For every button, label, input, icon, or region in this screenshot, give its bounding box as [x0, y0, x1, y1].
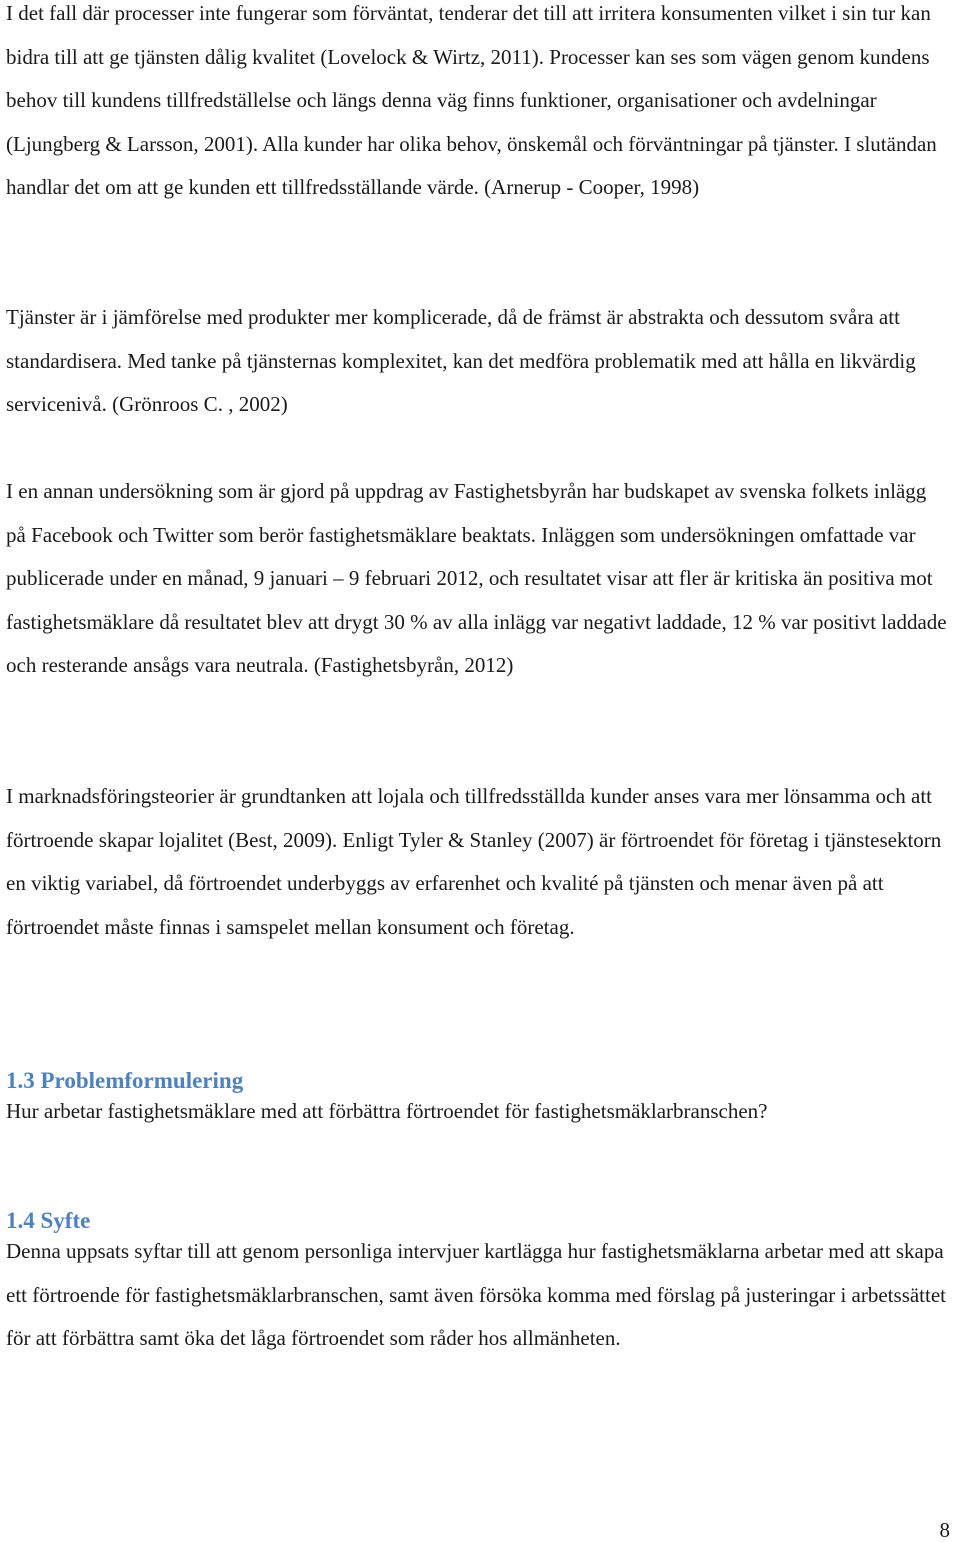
section-text-syfte: Denna uppsats syftar till att genom personliga intervjuer kartlägga hur fastighetsmäklarna arbetar med att skapa ett förtroende för fastighetsmäklarbranschen, samt även försöka komma med förslag på justeringar i arbetssättet för att förbättra samt öka det låga förtroendet som råder hos allmänheten.: [6, 1239, 947, 1350]
section-text-problemformulering: Hur arbetar fastighetsmäklare med att förbättra förtroendet för fastighetsmäklarbranschen?: [6, 1099, 768, 1123]
section-heading-problemformulering: 1.3 Problemformulering: [6, 1068, 244, 1093]
paragraph-social-media-study: I en annan undersökning som är gjord på uppdrag av Fastighetsbyrån har budskapet av svenska folkets inlägg på Facebook och Twitter som berör fastighetsmäklare beaktats. Inläggen som undersökningen omfattade var publicerade under en månad, 9 januari – 9 februari 2012, och resultatet visar att fler är kritiska än positiva mot fastighetsmäklare då resultatet blev att drygt 30 % av alla inlägg var negativt laddade, 12 % var positivt laddade och resterande ansågs vara neutrala. (Fastighetsbyrån, 2012): [6, 479, 947, 677]
paragraph-processes: I det fall där processer inte fungerar som förväntat, tenderar det till att irritera konsumenten vilket i sin tur kan bidra till att ge tjänsten dålig kvalitet (Lovelock & Wirtz, 2011). Processer kan ses som vägen genom kundens behov till kundens tillfredställelse och längs denna väg finns funktioner, organisationer och avdelningar (Ljungberg & Larsson, 2001). Alla kunder har olika behov, önskemål och förväntningar på tjänster. I slutändan handlar det om att ge kunden ett tillfredsställande värde. (Arnerup - Cooper, 1998): [6, 1, 937, 199]
paragraph-loyalty-trust: I marknadsföringsteorier är grundtanken att lojala och tillfredsställda kunder anses vara mer lönsamma och att förtroende skapar lojalitet (Best, 2009). Enligt Tyler & Stanley (2007) är förtroendet för företag i tjänstesektorn en viktig variabel, då förtroendet underbyggs av erfarenhet och kvalité på tjänsten och menar även på att förtroendet måste finnas i samspelet mellan konsument och företag.: [6, 784, 942, 939]
section-heading-syfte: 1.4 Syfte: [6, 1208, 91, 1233]
page-number: 8: [939, 1518, 950, 1542]
paragraph-services-complexity: Tjänster är i jämförelse med produkter mer komplicerade, då de främst är abstrakta och dessutom svåra att standardisera. Med tanke på tjänsternas komplexitet, kan det medföra problematik med att hålla en likvärdig servicenivå. (Grönroos C. , 2002): [6, 305, 916, 416]
